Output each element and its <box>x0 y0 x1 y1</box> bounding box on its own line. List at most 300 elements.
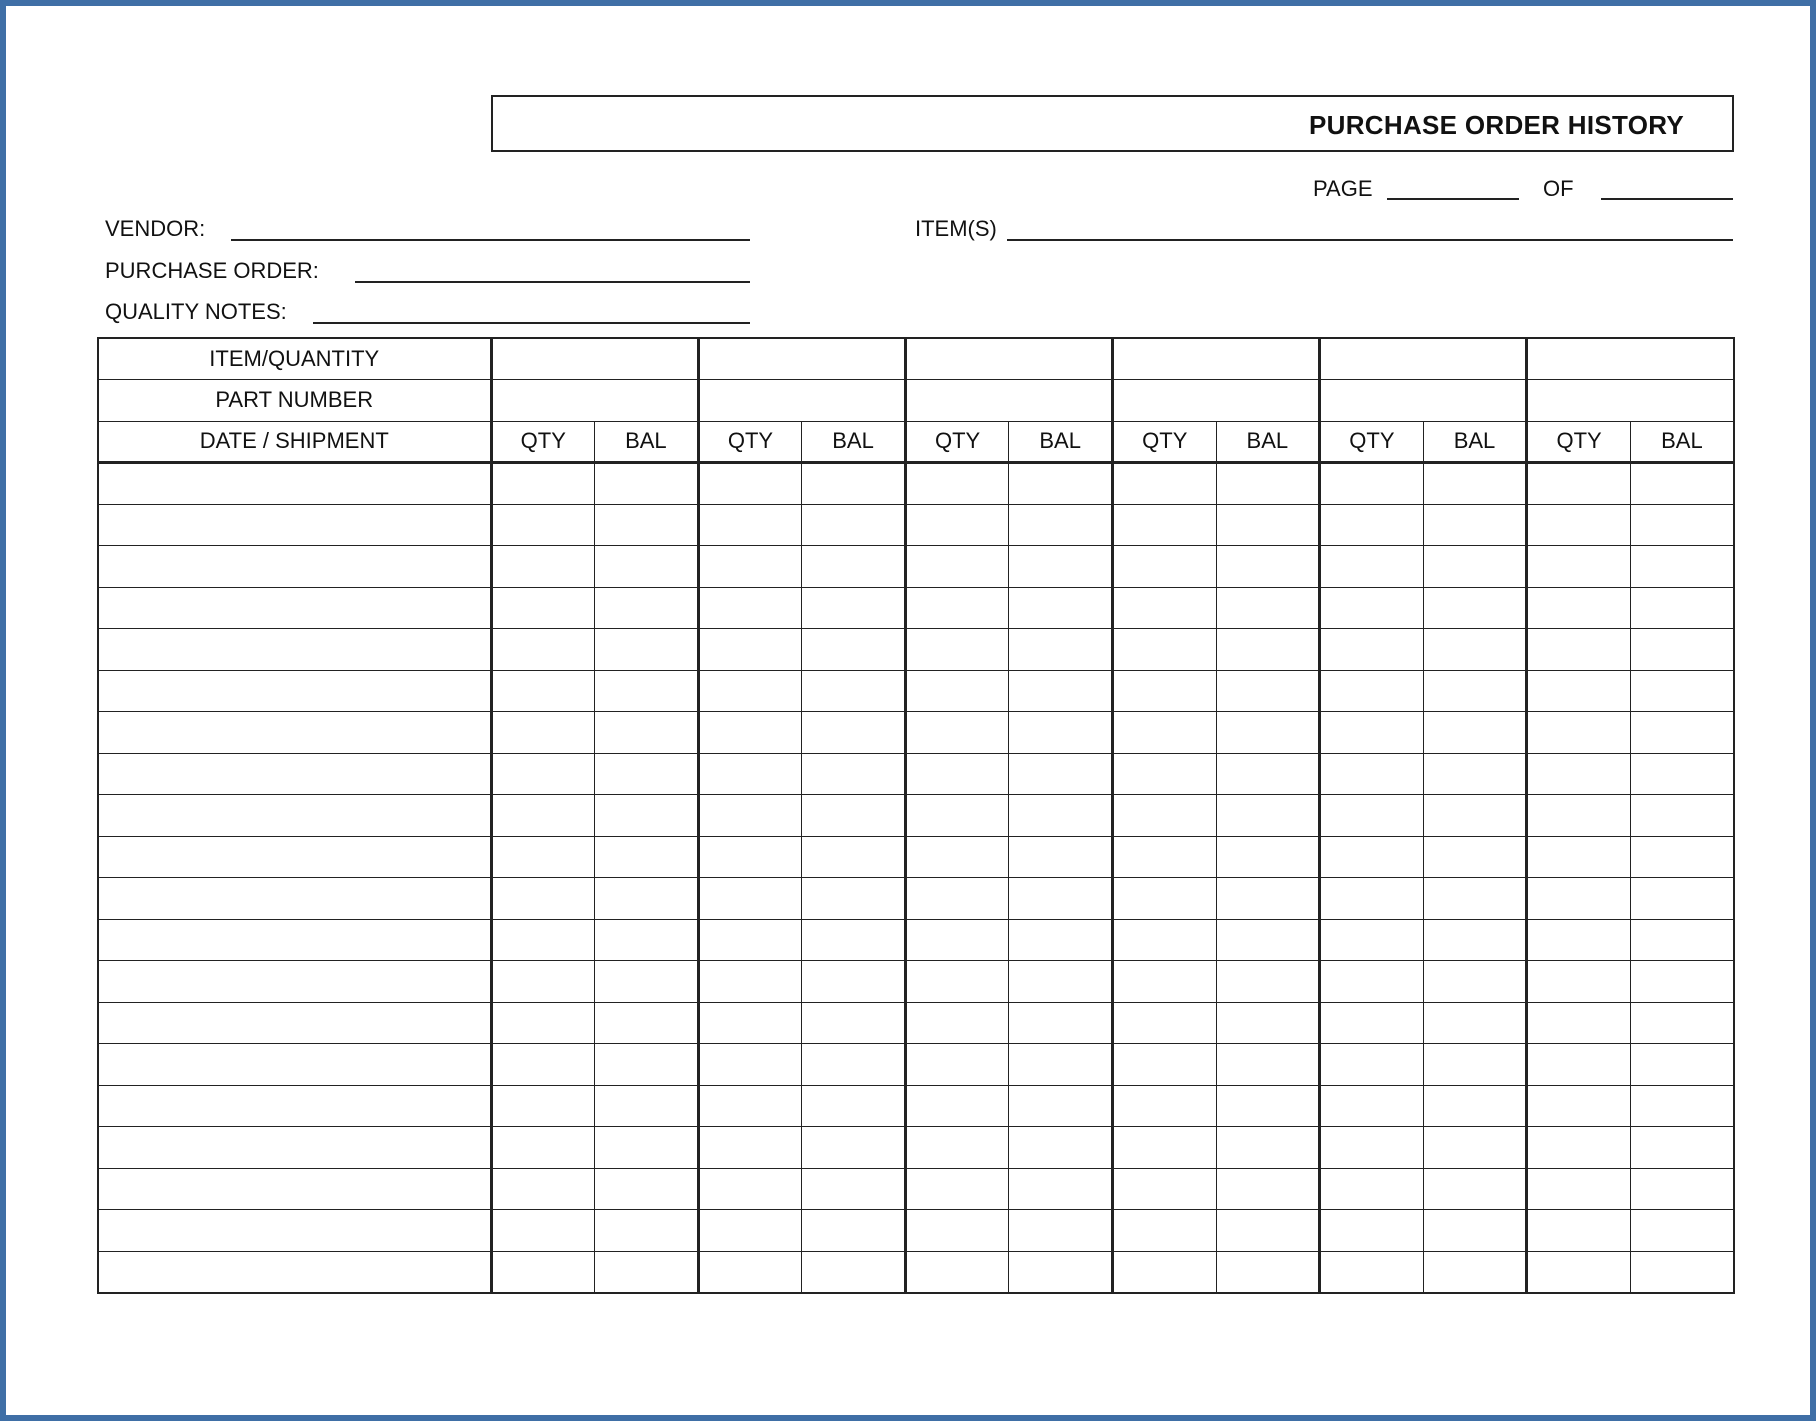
page-label: PAGE <box>1313 176 1373 201</box>
qty-cell[interactable] <box>491 961 595 1003</box>
bal-cell[interactable] <box>1630 712 1734 754</box>
qty-cell[interactable] <box>1112 753 1216 795</box>
qty-cell[interactable] <box>1527 919 1631 961</box>
bal-cell[interactable] <box>595 836 699 878</box>
bal-cell[interactable] <box>1423 961 1527 1003</box>
qty-cell[interactable] <box>698 1085 802 1127</box>
date-shipment-cell[interactable] <box>98 629 491 671</box>
qty-cell[interactable] <box>1527 1168 1631 1210</box>
bal-cell[interactable] <box>802 1002 906 1044</box>
qty-cell[interactable] <box>491 670 595 712</box>
date-shipment-cell[interactable] <box>98 1085 491 1127</box>
bal-cell[interactable] <box>595 1168 699 1210</box>
qty-cell[interactable] <box>1527 1251 1631 1293</box>
date-shipment-cell[interactable] <box>98 878 491 920</box>
qty-cell[interactable] <box>698 546 802 588</box>
date-shipment-cell[interactable] <box>98 712 491 754</box>
qty-cell[interactable] <box>1527 1044 1631 1086</box>
qty-cell[interactable] <box>1527 587 1631 629</box>
bal-cell[interactable] <box>802 1044 906 1086</box>
date-shipment-cell[interactable] <box>98 1127 491 1169</box>
qty-cell[interactable] <box>1112 670 1216 712</box>
qty-cell[interactable] <box>905 1002 1009 1044</box>
qty-cell[interactable] <box>1527 1002 1631 1044</box>
bal-cell[interactable] <box>1423 463 1527 505</box>
bal-cell[interactable] <box>1423 712 1527 754</box>
qty-cell[interactable] <box>905 1210 1009 1252</box>
qty-cell[interactable] <box>491 1085 595 1127</box>
bal-cell[interactable] <box>1630 587 1734 629</box>
qty-cell[interactable] <box>698 1251 802 1293</box>
qty-cell[interactable] <box>1320 836 1424 878</box>
bal-cell[interactable] <box>1009 1210 1113 1252</box>
part-number-cell[interactable] <box>1320 380 1527 422</box>
qty-cell[interactable] <box>698 961 802 1003</box>
qty-cell[interactable] <box>1112 1127 1216 1169</box>
qty-cell[interactable] <box>1320 919 1424 961</box>
bal-cell[interactable] <box>1630 1210 1734 1252</box>
bal-cell[interactable] <box>595 504 699 546</box>
bal-cell[interactable] <box>595 753 699 795</box>
bal-cell[interactable] <box>802 504 906 546</box>
vendor-field[interactable] <box>231 239 750 241</box>
qty-cell[interactable] <box>491 1168 595 1210</box>
qty-cell[interactable] <box>698 1210 802 1252</box>
qty-cell[interactable] <box>1112 1002 1216 1044</box>
qty-cell[interactable] <box>1320 670 1424 712</box>
qty-cell[interactable] <box>1527 629 1631 671</box>
qty-cell[interactable] <box>698 670 802 712</box>
bal-cell[interactable] <box>1630 1044 1734 1086</box>
bal-cell[interactable] <box>802 546 906 588</box>
qty-cell[interactable] <box>1320 587 1424 629</box>
bal-cell[interactable] <box>1630 1002 1734 1044</box>
bal-cell[interactable] <box>595 1251 699 1293</box>
qty-cell[interactable] <box>905 961 1009 1003</box>
qty-cell[interactable] <box>1527 1085 1631 1127</box>
date-shipment-cell[interactable] <box>98 795 491 837</box>
qty-header: QTY <box>1320 421 1424 463</box>
bal-cell[interactable] <box>1009 463 1113 505</box>
bal-cell[interactable] <box>1630 1168 1734 1210</box>
qty-cell[interactable] <box>698 463 802 505</box>
qty-cell[interactable] <box>491 795 595 837</box>
part-number-cell[interactable] <box>698 380 905 422</box>
qty-cell[interactable] <box>491 504 595 546</box>
bal-cell[interactable] <box>1216 712 1320 754</box>
qty-cell[interactable] <box>1527 753 1631 795</box>
bal-cell[interactable] <box>595 1044 699 1086</box>
qty-cell[interactable] <box>1112 1251 1216 1293</box>
date-shipment-cell[interactable] <box>98 1210 491 1252</box>
bal-cell[interactable] <box>595 1210 699 1252</box>
bal-cell[interactable] <box>1423 919 1527 961</box>
bal-cell[interactable] <box>1009 629 1113 671</box>
item-quantity-row <box>98 338 1734 380</box>
bal-cell[interactable] <box>1630 629 1734 671</box>
qty-cell[interactable] <box>491 712 595 754</box>
qty-cell[interactable] <box>905 1168 1009 1210</box>
qty-cell[interactable] <box>905 1085 1009 1127</box>
bal-cell[interactable] <box>1009 712 1113 754</box>
bal-cell[interactable] <box>1423 1044 1527 1086</box>
qty-cell[interactable] <box>905 546 1009 588</box>
qty-cell[interactable] <box>905 1127 1009 1169</box>
qty-cell[interactable] <box>491 878 595 920</box>
bal-cell[interactable] <box>1630 919 1734 961</box>
part-number-cell[interactable] <box>1112 380 1319 422</box>
bal-cell[interactable] <box>1423 795 1527 837</box>
qty-cell[interactable] <box>1320 961 1424 1003</box>
qty-cell[interactable] <box>491 836 595 878</box>
qty-cell[interactable] <box>1112 1210 1216 1252</box>
bal-cell[interactable] <box>1009 1168 1113 1210</box>
bal-cell[interactable] <box>1216 878 1320 920</box>
qty-cell[interactable] <box>1527 546 1631 588</box>
bal-cell[interactable] <box>1009 1127 1113 1169</box>
bal-cell[interactable] <box>1009 1251 1113 1293</box>
bal-cell[interactable] <box>1423 1002 1527 1044</box>
qty-cell[interactable] <box>1320 1085 1424 1127</box>
date-shipment-cell[interactable] <box>98 1002 491 1044</box>
qty-cell[interactable] <box>905 1251 1009 1293</box>
bal-cell[interactable] <box>1423 1085 1527 1127</box>
qty-cell[interactable] <box>698 1002 802 1044</box>
bal-cell[interactable] <box>1630 1085 1734 1127</box>
qty-cell[interactable] <box>1320 504 1424 546</box>
bal-cell[interactable] <box>1423 629 1527 671</box>
date-shipment-cell[interactable] <box>98 670 491 712</box>
qty-cell[interactable] <box>491 1002 595 1044</box>
bal-cell[interactable] <box>1630 463 1734 505</box>
bal-cell[interactable] <box>1009 836 1113 878</box>
qty-cell[interactable] <box>1112 587 1216 629</box>
bal-cell[interactable] <box>802 670 906 712</box>
date-shipment-row <box>98 421 1734 463</box>
bal-cell[interactable] <box>1009 919 1113 961</box>
qty-cell[interactable] <box>491 587 595 629</box>
qty-cell[interactable] <box>698 795 802 837</box>
part-number-cell[interactable] <box>905 380 1112 422</box>
qty-cell[interactable] <box>491 463 595 505</box>
date-shipment-cell[interactable] <box>98 1168 491 1210</box>
part-number-cell[interactable] <box>1527 380 1734 422</box>
bal-cell[interactable] <box>802 795 906 837</box>
bal-cell[interactable] <box>595 546 699 588</box>
qty-cell[interactable] <box>1112 795 1216 837</box>
qty-cell[interactable] <box>905 1044 1009 1086</box>
bal-cell[interactable] <box>595 629 699 671</box>
date-shipment-cell[interactable] <box>98 463 491 505</box>
table-row <box>98 1210 1734 1252</box>
bal-cell[interactable] <box>802 1210 906 1252</box>
bal-cell[interactable] <box>1423 836 1527 878</box>
date-shipment-cell[interactable] <box>98 504 491 546</box>
qty-cell[interactable] <box>1527 1210 1631 1252</box>
date-shipment-cell[interactable] <box>98 587 491 629</box>
bal-cell[interactable] <box>1216 919 1320 961</box>
qty-cell[interactable] <box>1320 1210 1424 1252</box>
table-row <box>98 1044 1734 1086</box>
bal-cell[interactable] <box>1630 670 1734 712</box>
table-row <box>98 753 1734 795</box>
bal-cell[interactable] <box>1216 961 1320 1003</box>
table-row <box>98 587 1734 629</box>
item-quantity-header: ITEM/QUANTITY <box>98 338 491 380</box>
qty-cell[interactable] <box>1112 919 1216 961</box>
qty-cell[interactable] <box>1320 546 1424 588</box>
qty-cell[interactable] <box>1527 795 1631 837</box>
qty-cell[interactable] <box>491 1210 595 1252</box>
quality-notes-field[interactable] <box>313 322 750 324</box>
bal-cell[interactable] <box>1216 1168 1320 1210</box>
qty-cell[interactable] <box>1320 1127 1424 1169</box>
item-quantity-cell[interactable] <box>905 338 1112 380</box>
bal-cell[interactable] <box>1423 1251 1527 1293</box>
bal-cell[interactable] <box>1216 753 1320 795</box>
bal-cell[interactable] <box>1216 670 1320 712</box>
qty-cell[interactable] <box>1527 504 1631 546</box>
of-label: OF <box>1543 176 1574 201</box>
bal-cell[interactable] <box>1630 546 1734 588</box>
qty-cell[interactable] <box>905 712 1009 754</box>
qty-cell[interactable] <box>1112 836 1216 878</box>
qty-cell[interactable] <box>1112 1085 1216 1127</box>
bal-cell[interactable] <box>1009 961 1113 1003</box>
page-number-field[interactable] <box>1387 198 1519 200</box>
table-row <box>98 1002 1734 1044</box>
date-shipment-cell[interactable] <box>98 1044 491 1086</box>
qty-cell[interactable] <box>491 753 595 795</box>
qty-cell[interactable] <box>1112 463 1216 505</box>
qty-cell[interactable] <box>905 795 1009 837</box>
bal-cell[interactable] <box>1216 1044 1320 1086</box>
item-quantity-cell[interactable] <box>698 338 905 380</box>
bal-cell[interactable] <box>595 1002 699 1044</box>
bal-cell[interactable] <box>595 1127 699 1169</box>
qty-cell[interactable] <box>698 753 802 795</box>
bal-cell[interactable] <box>1009 753 1113 795</box>
items-field[interactable] <box>1007 239 1733 241</box>
bal-cell[interactable] <box>595 795 699 837</box>
qty-cell[interactable] <box>1320 463 1424 505</box>
qty-cell[interactable] <box>1527 712 1631 754</box>
qty-cell[interactable] <box>1527 463 1631 505</box>
date-shipment-cell[interactable] <box>98 919 491 961</box>
bal-cell[interactable] <box>1009 587 1113 629</box>
bal-cell[interactable] <box>802 1127 906 1169</box>
date-shipment-cell[interactable] <box>98 1251 491 1293</box>
qty-cell[interactable] <box>698 1127 802 1169</box>
qty-cell[interactable] <box>1320 712 1424 754</box>
qty-cell[interactable] <box>1320 1002 1424 1044</box>
bal-cell[interactable] <box>1216 1210 1320 1252</box>
bal-cell[interactable] <box>802 1085 906 1127</box>
qty-cell[interactable] <box>698 712 802 754</box>
qty-cell[interactable] <box>905 919 1009 961</box>
qty-cell[interactable] <box>1112 629 1216 671</box>
bal-cell[interactable] <box>1423 753 1527 795</box>
qty-cell[interactable] <box>1320 795 1424 837</box>
qty-cell[interactable] <box>698 504 802 546</box>
vendor-label: VENDOR: <box>105 216 206 241</box>
table-row <box>98 961 1734 1003</box>
qty-cell[interactable] <box>1527 670 1631 712</box>
bal-cell[interactable] <box>1216 1127 1320 1169</box>
qty-cell[interactable] <box>1320 878 1424 920</box>
bal-cell[interactable] <box>1216 1085 1320 1127</box>
qty-cell[interactable] <box>1527 878 1631 920</box>
date-shipment-cell[interactable] <box>98 753 491 795</box>
bal-cell[interactable] <box>595 919 699 961</box>
bal-cell[interactable] <box>1423 1210 1527 1252</box>
qty-cell[interactable] <box>491 1127 595 1169</box>
qty-cell[interactable] <box>491 629 595 671</box>
bal-cell[interactable] <box>595 712 699 754</box>
bal-cell[interactable] <box>1009 504 1113 546</box>
qty-header: QTY <box>698 421 802 463</box>
bal-cell[interactable] <box>1423 1127 1527 1169</box>
qty-cell[interactable] <box>1112 504 1216 546</box>
qty-cell[interactable] <box>491 1251 595 1293</box>
bal-cell[interactable] <box>802 836 906 878</box>
part-number-cell[interactable] <box>491 380 698 422</box>
qty-cell[interactable] <box>1527 1127 1631 1169</box>
qty-cell[interactable] <box>1320 753 1424 795</box>
title-box <box>491 95 1734 152</box>
qty-cell[interactable] <box>905 670 1009 712</box>
bal-cell[interactable] <box>1009 1044 1113 1086</box>
table-row <box>98 546 1734 588</box>
qty-cell[interactable] <box>491 919 595 961</box>
bal-cell[interactable] <box>1423 1168 1527 1210</box>
bal-cell[interactable] <box>802 587 906 629</box>
qty-cell[interactable] <box>698 1044 802 1086</box>
bal-cell[interactable] <box>1630 961 1734 1003</box>
bal-cell[interactable] <box>1009 1002 1113 1044</box>
bal-cell[interactable] <box>802 712 906 754</box>
date-shipment-cell[interactable] <box>98 836 491 878</box>
qty-cell[interactable] <box>1320 1044 1424 1086</box>
bal-cell[interactable] <box>802 629 906 671</box>
bal-cell[interactable] <box>1009 546 1113 588</box>
bal-header: BAL <box>1009 421 1113 463</box>
bal-cell[interactable] <box>1216 1251 1320 1293</box>
bal-cell[interactable] <box>802 1168 906 1210</box>
bal-cell[interactable] <box>595 961 699 1003</box>
item-quantity-cell[interactable] <box>1320 338 1527 380</box>
qty-cell[interactable] <box>1320 629 1424 671</box>
bal-cell[interactable] <box>1423 587 1527 629</box>
bal-cell[interactable] <box>595 670 699 712</box>
qty-cell[interactable] <box>1112 1044 1216 1086</box>
qty-cell[interactable] <box>905 836 1009 878</box>
bal-cell[interactable] <box>595 878 699 920</box>
qty-cell[interactable] <box>698 629 802 671</box>
bal-cell[interactable] <box>802 1251 906 1293</box>
date-shipment-header: DATE / SHIPMENT <box>98 421 491 463</box>
bal-cell[interactable] <box>1423 546 1527 588</box>
qty-cell[interactable] <box>905 878 1009 920</box>
qty-cell[interactable] <box>698 587 802 629</box>
bal-cell[interactable] <box>1630 836 1734 878</box>
qty-cell[interactable] <box>491 1044 595 1086</box>
bal-cell[interactable] <box>1216 629 1320 671</box>
bal-cell[interactable] <box>1216 463 1320 505</box>
bal-cell[interactable] <box>1423 878 1527 920</box>
qty-cell[interactable] <box>905 463 1009 505</box>
qty-cell[interactable] <box>1320 1168 1424 1210</box>
item-quantity-cell[interactable] <box>491 338 698 380</box>
bal-cell[interactable] <box>1009 670 1113 712</box>
bal-cell[interactable] <box>1216 504 1320 546</box>
qty-cell[interactable] <box>905 629 1009 671</box>
qty-cell[interactable] <box>698 919 802 961</box>
page-total-field[interactable] <box>1601 198 1733 200</box>
bal-cell[interactable] <box>1630 795 1734 837</box>
qty-cell[interactable] <box>491 546 595 588</box>
item-quantity-cell[interactable] <box>1527 338 1734 380</box>
bal-cell[interactable] <box>802 961 906 1003</box>
qty-cell[interactable] <box>1112 961 1216 1003</box>
bal-cell[interactable] <box>595 587 699 629</box>
bal-cell[interactable] <box>1216 795 1320 837</box>
qty-cell[interactable] <box>1112 546 1216 588</box>
item-quantity-cell[interactable] <box>1112 338 1319 380</box>
bal-cell[interactable] <box>1630 878 1734 920</box>
bal-cell[interactable] <box>1216 546 1320 588</box>
qty-cell[interactable] <box>1527 836 1631 878</box>
form-title: PURCHASE ORDER HISTORY <box>1309 110 1684 140</box>
qty-cell[interactable] <box>1112 1168 1216 1210</box>
qty-header: QTY <box>1112 421 1216 463</box>
bal-cell[interactable] <box>1423 504 1527 546</box>
bal-cell[interactable] <box>1009 878 1113 920</box>
qty-cell[interactable] <box>698 1168 802 1210</box>
qty-cell[interactable] <box>698 878 802 920</box>
qty-cell[interactable] <box>1320 1251 1424 1293</box>
qty-cell[interactable] <box>905 753 1009 795</box>
bal-cell[interactable] <box>1423 670 1527 712</box>
bal-cell[interactable] <box>802 878 906 920</box>
bal-cell[interactable] <box>1216 836 1320 878</box>
qty-cell[interactable] <box>1112 878 1216 920</box>
bal-cell[interactable] <box>802 919 906 961</box>
date-shipment-cell[interactable] <box>98 961 491 1003</box>
bal-cell[interactable] <box>1630 1127 1734 1169</box>
bal-cell[interactable] <box>1630 1251 1734 1293</box>
bal-cell[interactable] <box>595 463 699 505</box>
bal-cell[interactable] <box>1009 1085 1113 1127</box>
bal-cell[interactable] <box>1630 504 1734 546</box>
bal-cell[interactable] <box>1630 753 1734 795</box>
date-shipment-cell[interactable] <box>98 546 491 588</box>
bal-cell[interactable] <box>802 463 906 505</box>
qty-cell[interactable] <box>905 587 1009 629</box>
qty-cell[interactable] <box>1112 712 1216 754</box>
qty-cell[interactable] <box>905 504 1009 546</box>
bal-cell[interactable] <box>802 753 906 795</box>
table-row <box>98 1251 1734 1293</box>
qty-cell[interactable] <box>698 836 802 878</box>
purchase-order-field[interactable] <box>355 281 750 283</box>
bal-cell[interactable] <box>1216 587 1320 629</box>
qty-cell[interactable] <box>1527 961 1631 1003</box>
table-row <box>98 836 1734 878</box>
bal-cell[interactable] <box>595 1085 699 1127</box>
bal-cell[interactable] <box>1216 1002 1320 1044</box>
bal-cell[interactable] <box>1009 795 1113 837</box>
